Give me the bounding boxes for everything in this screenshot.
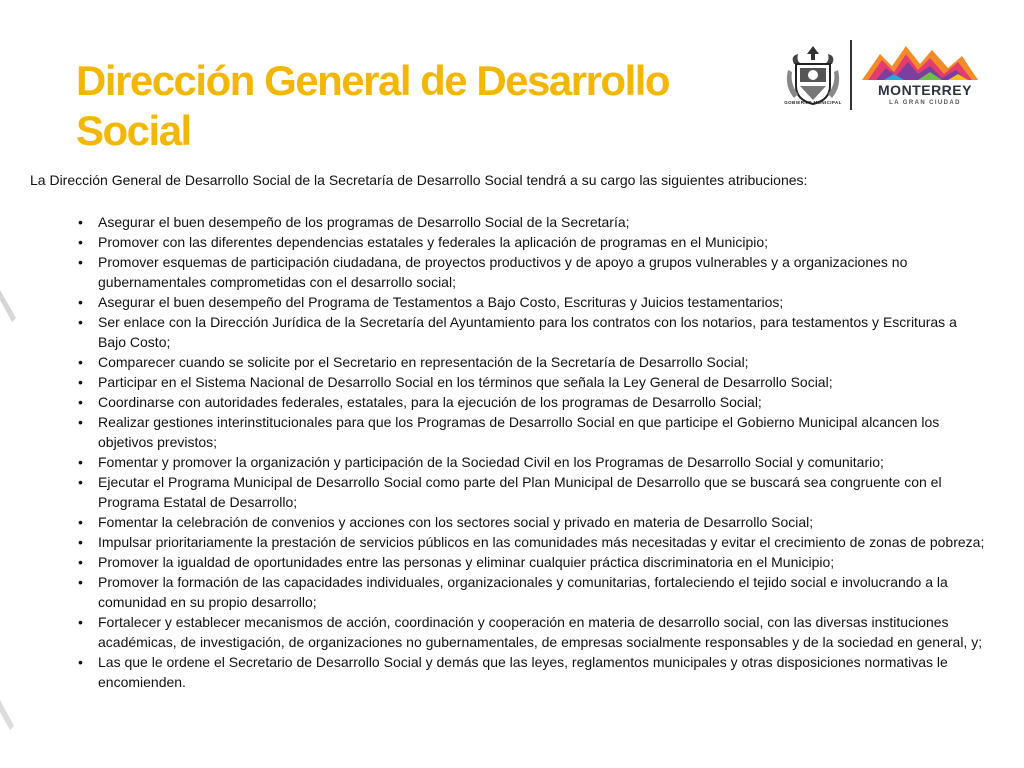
list-item <box>76 452 986 472</box>
page-title: Dirección General de Desarrollo Social <box>76 57 670 154</box>
bullet-icon: • <box>78 374 83 390</box>
list-item-text: Promover con las diferentes dependencias estatales y federales la aplicación de programas en el Municipio; <box>98 234 769 250</box>
bullet-icon: • <box>78 514 83 530</box>
list-item-text: Ejecutar el Programa Municipal de Desarrollo Social como parte del Plan Municipal de Desarrollo que se buscará sea congruente con el Programa Estatal de Desarrollo; <box>98 474 942 510</box>
list-item-text: Fomentar y promover la organización y participación de la Sociedad Civil en los Programas de Desarrollo Social y comunitario; <box>98 454 884 470</box>
list-item-text: Las que le ordene el Secretario de Desarrollo Social y demás que las leyes, reglamentos municipales y otras disposiciones normativas le encomienden. <box>98 654 948 690</box>
bullet-icon: • <box>78 474 83 490</box>
list-item <box>76 412 986 452</box>
list-item <box>76 252 986 292</box>
list-item <box>76 572 986 612</box>
list-item-text: Asegurar el buen desempeño del Programa de Testamentos a Bajo Costo, Escrituras y Juicios testamentarios; <box>98 294 784 310</box>
bullet-icon: • <box>78 614 83 630</box>
list-item <box>76 512 986 532</box>
list-item <box>76 532 986 552</box>
brand-name: MONTERREY <box>878 82 972 98</box>
list-item <box>76 352 986 372</box>
bullet-icon: • <box>78 414 83 430</box>
bullet-icon: • <box>78 534 83 550</box>
attributions-list <box>76 212 986 692</box>
list-item-text: Ser enlace con la Dirección Jurídica de la Secretaría del Ayuntamiento para los contratos con los notarios, para testamentos y Escrituras a Bajo Costo; <box>98 314 957 350</box>
list-item <box>76 372 986 392</box>
bullet-icon: • <box>78 294 83 310</box>
bullet-icon: • <box>78 234 83 250</box>
bullet-icon: • <box>78 454 83 470</box>
list-item <box>76 652 986 692</box>
list-item-text: Participar en el Sistema Nacional de Desarrollo Social en los términos que señala la Ley General de Desarrollo Social; <box>98 374 833 390</box>
seal-caption: GOBIERNO MUNICIPAL <box>784 100 842 105</box>
list-item-text: Impulsar prioritariamente la prestación de servicios públicos en las comunidades más necesitadas y evitar el crecimiento de zonas de pobreza; <box>98 534 985 550</box>
list-item <box>76 392 986 412</box>
header-logos <box>780 36 990 116</box>
list-item-text: Fortalecer y establecer mecanismos de acción, coordinación y cooperación en materia de desarrollo social, con las diversas instituciones académicas, de investigación, de organizaciones no gubernamentales, de empresas socialmente responsables y de la sociedad en general, y; <box>98 614 983 650</box>
list-item <box>76 552 986 572</box>
list-item <box>76 312 986 352</box>
list-item-text: Asegurar el buen desempeño de los programas de Desarrollo Social de la Secretaría; <box>98 214 630 230</box>
bullet-icon: • <box>78 554 83 570</box>
list-item <box>76 232 986 252</box>
list-item <box>76 292 986 312</box>
monterrey-brand-icon <box>858 40 982 84</box>
intro-paragraph: La Dirección General de Desarrollo Social de la Secretaría de Desarrollo Social tendrá a su cargo las siguientes atribuciones: <box>30 172 808 188</box>
list-item-text: Fomentar la celebración de convenios y acciones con los sectores social y privado en materia de Desarrollo Social; <box>98 514 814 530</box>
bullet-icon: • <box>78 314 83 330</box>
logo-divider <box>850 40 852 110</box>
list-item-text: Promover la igualdad de oportunidades entre las personas y eliminar cualquier práctica discriminatoria en el Municipio; <box>98 554 835 570</box>
side-decoration <box>0 0 30 768</box>
list-item <box>76 212 986 232</box>
list-item-text: Realizar gestiones interinstitucionales para que los Programas de Desarrollo Social en que participe el Gobierno Municipal alcancen los objetivos previstos; <box>98 414 940 450</box>
bullet-icon: • <box>78 254 83 270</box>
list-item <box>76 472 986 512</box>
bullet-icon: • <box>78 354 83 370</box>
bullet-icon: • <box>78 654 83 670</box>
list-item <box>76 612 986 652</box>
brand-tagline: LA GRAN CIUDAD <box>889 100 961 106</box>
bullet-icon: • <box>78 394 83 410</box>
list-item-text: Promover la formación de las capacidades individuales, organizacionales y comunitarias, fortaleciendo el tejido social e involucrando a la comunidad en su propio desarrollo; <box>98 574 948 610</box>
bullet-icon: • <box>78 574 83 590</box>
list-item-text: Coordinarse con autoridades federales, estatales, para la ejecución de los programas de Desarrollo Social; <box>98 394 762 410</box>
bullet-icon: • <box>78 214 83 230</box>
list-item-text: Promover esquemas de participación ciudadana, de proyectos productivos y de apoyo a grupos vulnerables y a organizaciones no gubernamentales comprometidas con el desarrollo social; <box>98 254 908 290</box>
list-item-text: Comparecer cuando se solicite por el Secretario en representación de la Secretaría de Desarrollo Social; <box>98 354 749 370</box>
